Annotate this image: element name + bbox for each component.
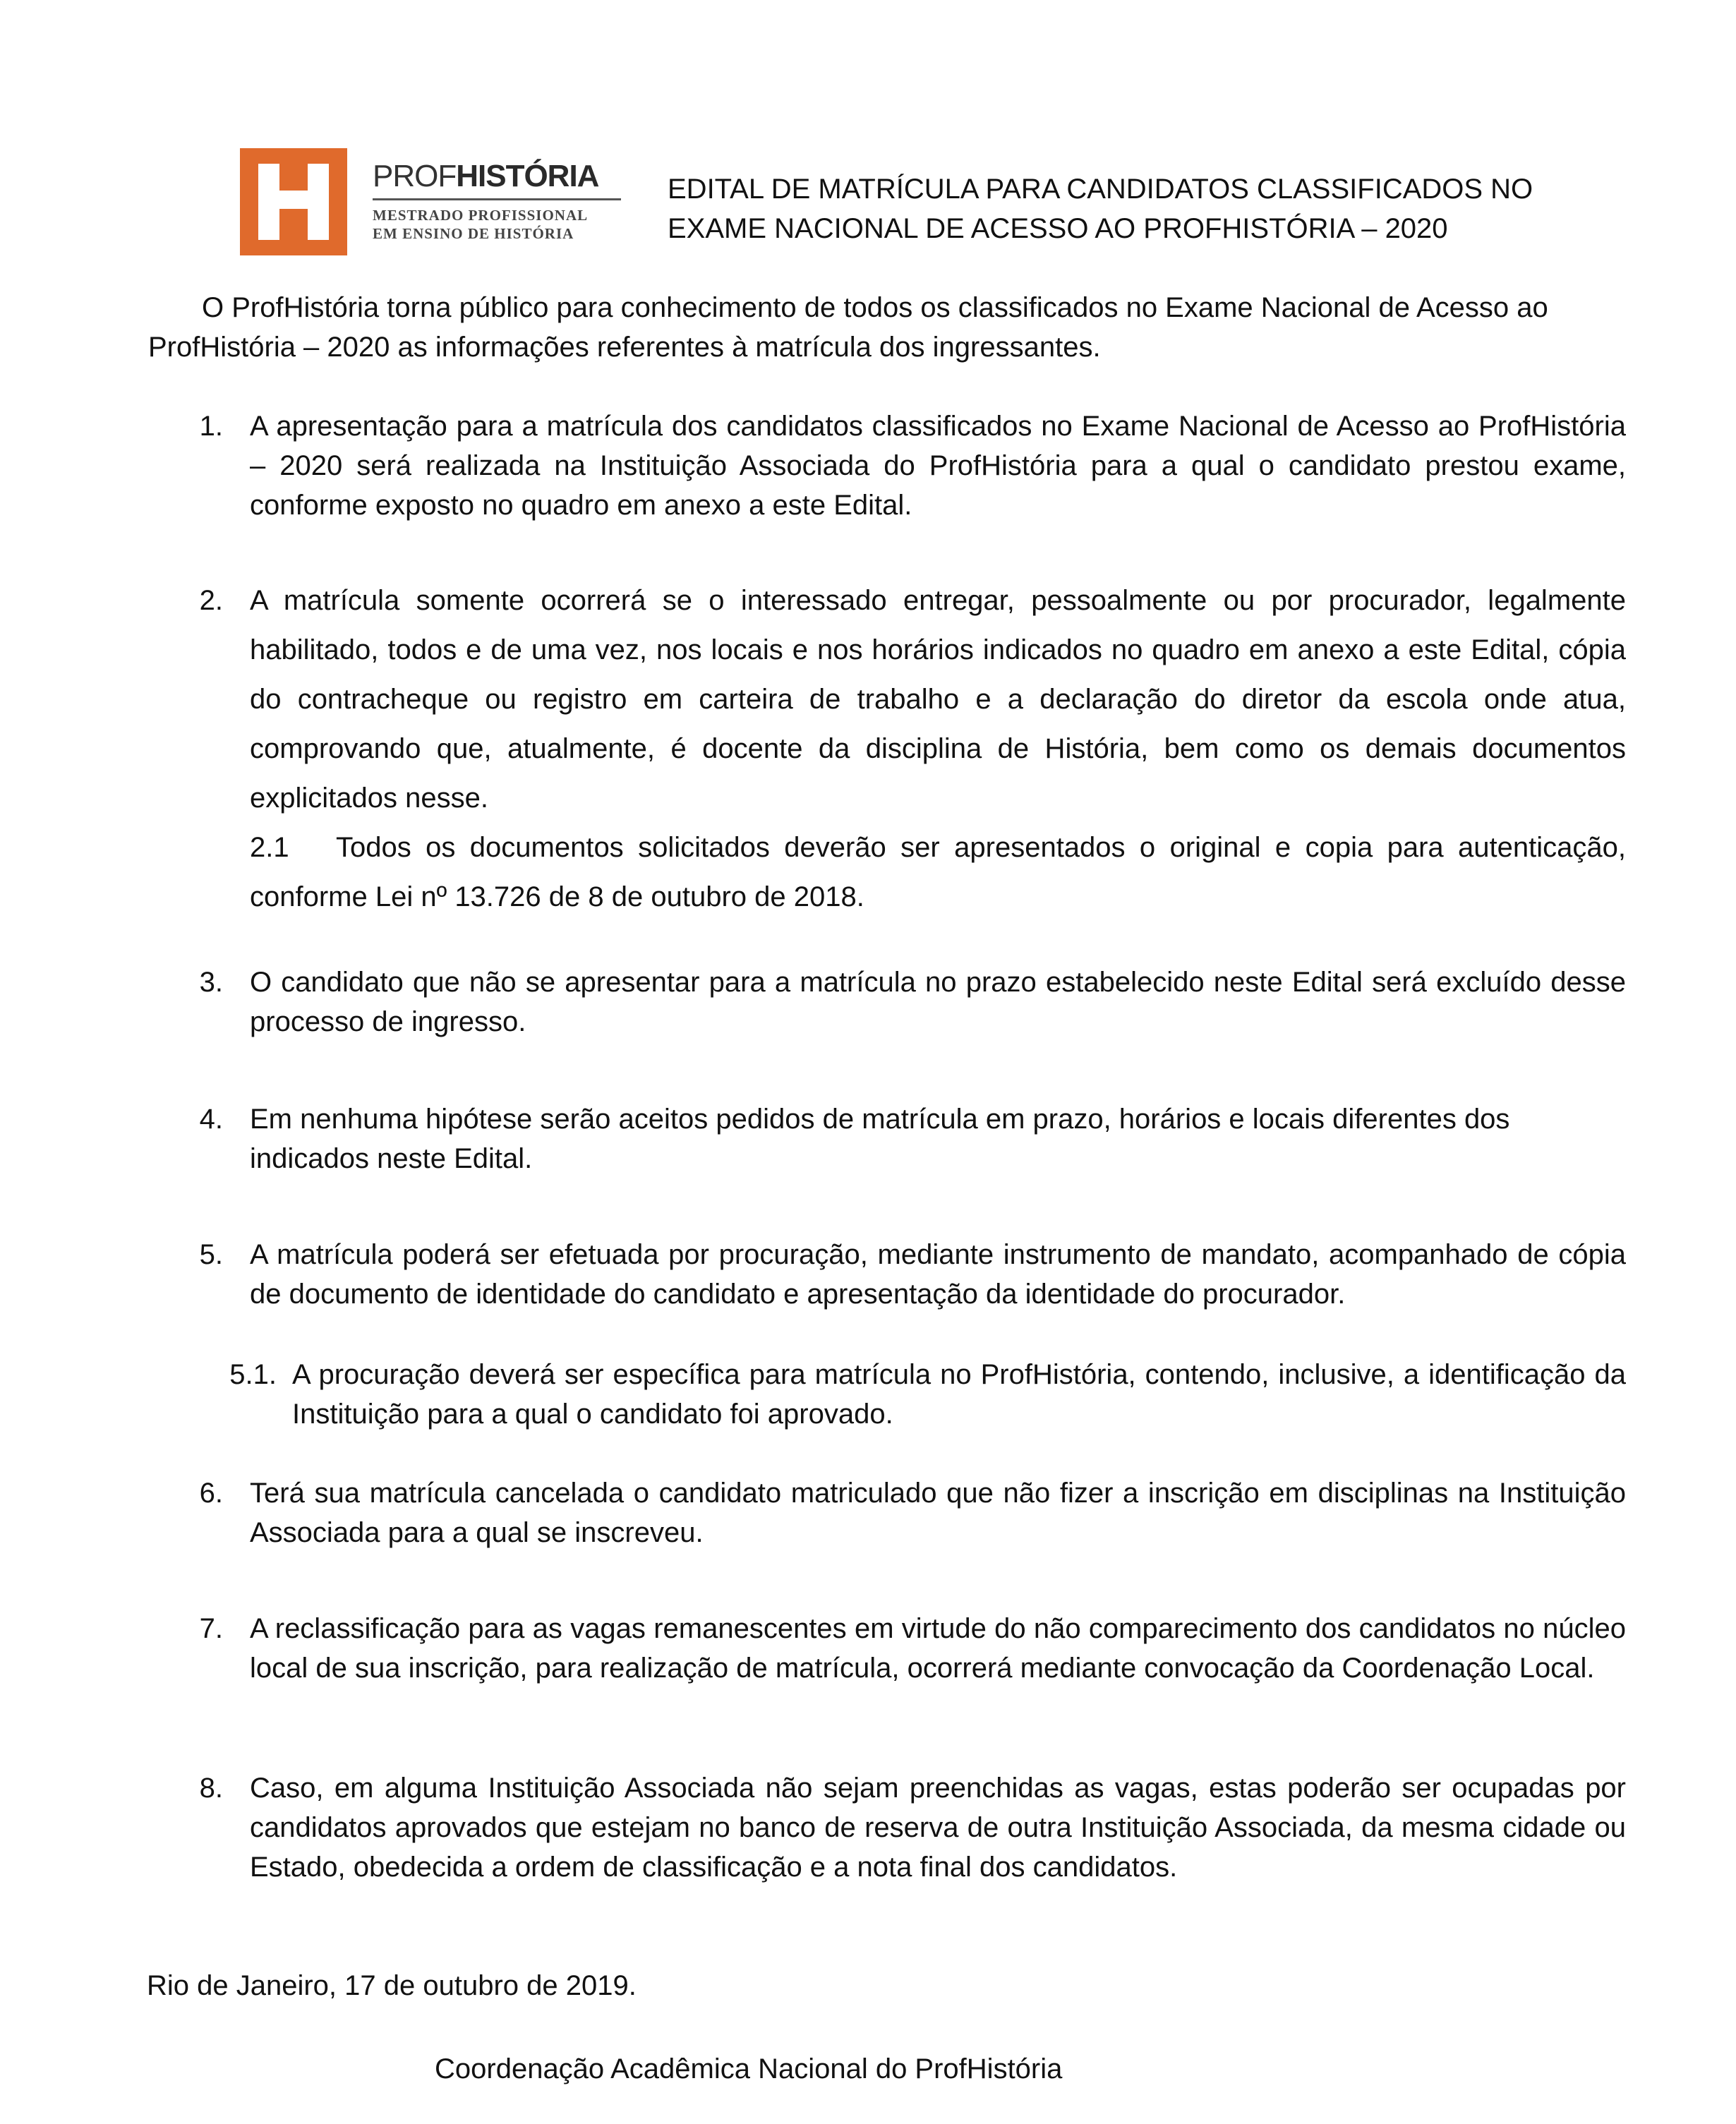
item-text: Caso, em alguma Instituição Associada não sejam preenchidas as vagas, estas poderão ser ocupadas por candidatos aprovados que estejam no banco de reserva de outra Instituição Associada, da mesma cidade ou Estado, obedecida a ordem de classificação e a nota final dos candidatos. bbox=[250, 1773, 1626, 1883]
logo-wordmark bbox=[373, 159, 598, 193]
logo-subtitle-line-2: EM ENSINO DE HISTÓRIA bbox=[373, 225, 574, 242]
item-number: 5.1. bbox=[229, 1359, 277, 1390]
item-text: O candidato que não se apresentar para a matrícula no prazo estabelecido neste Edital será excluído desse processo de ingresso. bbox=[250, 967, 1626, 1037]
item-text: Em nenhuma hipótese serão aceitos pedidos de matrícula em prazo, horários e locais diferentes dos indicados neste Edital. bbox=[250, 1104, 1510, 1174]
logo-subtitle-line-1: MESTRADO PROFISSIONAL bbox=[373, 207, 589, 224]
item-number: 2. bbox=[199, 585, 223, 616]
item-text: A matrícula somente ocorrerá se o interessado entregar, pessoalmente ou por procurador, legalmente habilitado, todos e de uma vez, nos locais e nos horários indicados no quadro em anexo a este Edital, cópia do contracheque ou registro em carteira de trabalho e a declaração do diretor da escola onde atua, comprovando que, atualmente, é docente da disciplina de História, bem como os demais documentos explicitados nesse. bbox=[250, 585, 1626, 814]
intro-paragraph: O ProfHistória torna público para conhecimento de todos os classificados no Exame Nacional de Acesso ao ProfHistória – 2020 as informações referentes à matrícula dos ingressantes. bbox=[148, 292, 1548, 363]
logo-prof-text: PROF bbox=[373, 159, 457, 193]
item-number: 4. bbox=[199, 1104, 223, 1135]
item-number: 8. bbox=[199, 1773, 223, 1804]
item-number: 3. bbox=[199, 967, 223, 998]
logo-h-icon bbox=[240, 148, 347, 255]
item-number: 7. bbox=[199, 1613, 223, 1644]
item-text: Todos os documentos solicitados deverão ser apresentados o original e copia para autenticação, conforme Lei nº 13.726 de 8 de outubro de 2018. bbox=[250, 832, 1626, 912]
item-number: 1. bbox=[199, 411, 223, 442]
document-title-line-1: EDITAL DE MATRÍCULA PARA CANDIDATOS CLASSIFICADOS NO bbox=[668, 174, 1533, 205]
item-text: A apresentação para a matrícula dos candidatos classificados no Exame Nacional de Acesso ao ProfHistória – 2020 será realizada na Instituição Associada do ProfHistória para a qual o candidato prestou exame, conforme exposto no quadro em anexo a este Edital. bbox=[250, 411, 1626, 521]
item-text: Terá sua matrícula cancelada o candidato matriculado que não fizer a inscrição em disciplinas na Instituição Associada para a qual se inscreveu. bbox=[250, 1478, 1626, 1548]
logo-subtitle bbox=[373, 206, 627, 243]
item-number: 2.1 bbox=[250, 832, 289, 863]
logo-historia-text: HISTÓRIA bbox=[456, 159, 599, 193]
logo-divider bbox=[373, 198, 621, 200]
item-number: 6. bbox=[199, 1478, 223, 1509]
signature-line: Coordenação Acadêmica Nacional do ProfHistória bbox=[435, 2053, 1063, 2084]
item-text: A reclassificação para as vagas remanescentes em virtude do não comparecimento dos candidatos no núcleo local de sua inscrição, para realização de matrícula, ocorrerá mediante convocação da Coordenação Local. bbox=[250, 1613, 1626, 1684]
item-number: 5. bbox=[199, 1239, 223, 1270]
h-letter-icon bbox=[240, 148, 347, 255]
item-text: A matrícula poderá ser efetuada por procuração, mediante instrumento de mandato, acompanhado de cópia de documento de identidade do candidato e apresentação da identidade do procurador. bbox=[250, 1239, 1626, 1310]
item-text: A procuração deverá ser específica para matrícula no ProfHistória, contendo, inclusive, a identificação da Instituição para a qual o candidato foi aprovado. bbox=[292, 1359, 1626, 1430]
place-date: Rio de Janeiro, 17 de outubro de 2019. bbox=[147, 1970, 637, 2001]
document-title-line-2: EXAME NACIONAL DE ACESSO AO PROFHISTÓRIA – 2020 bbox=[668, 213, 1448, 244]
document-title bbox=[668, 169, 1585, 248]
